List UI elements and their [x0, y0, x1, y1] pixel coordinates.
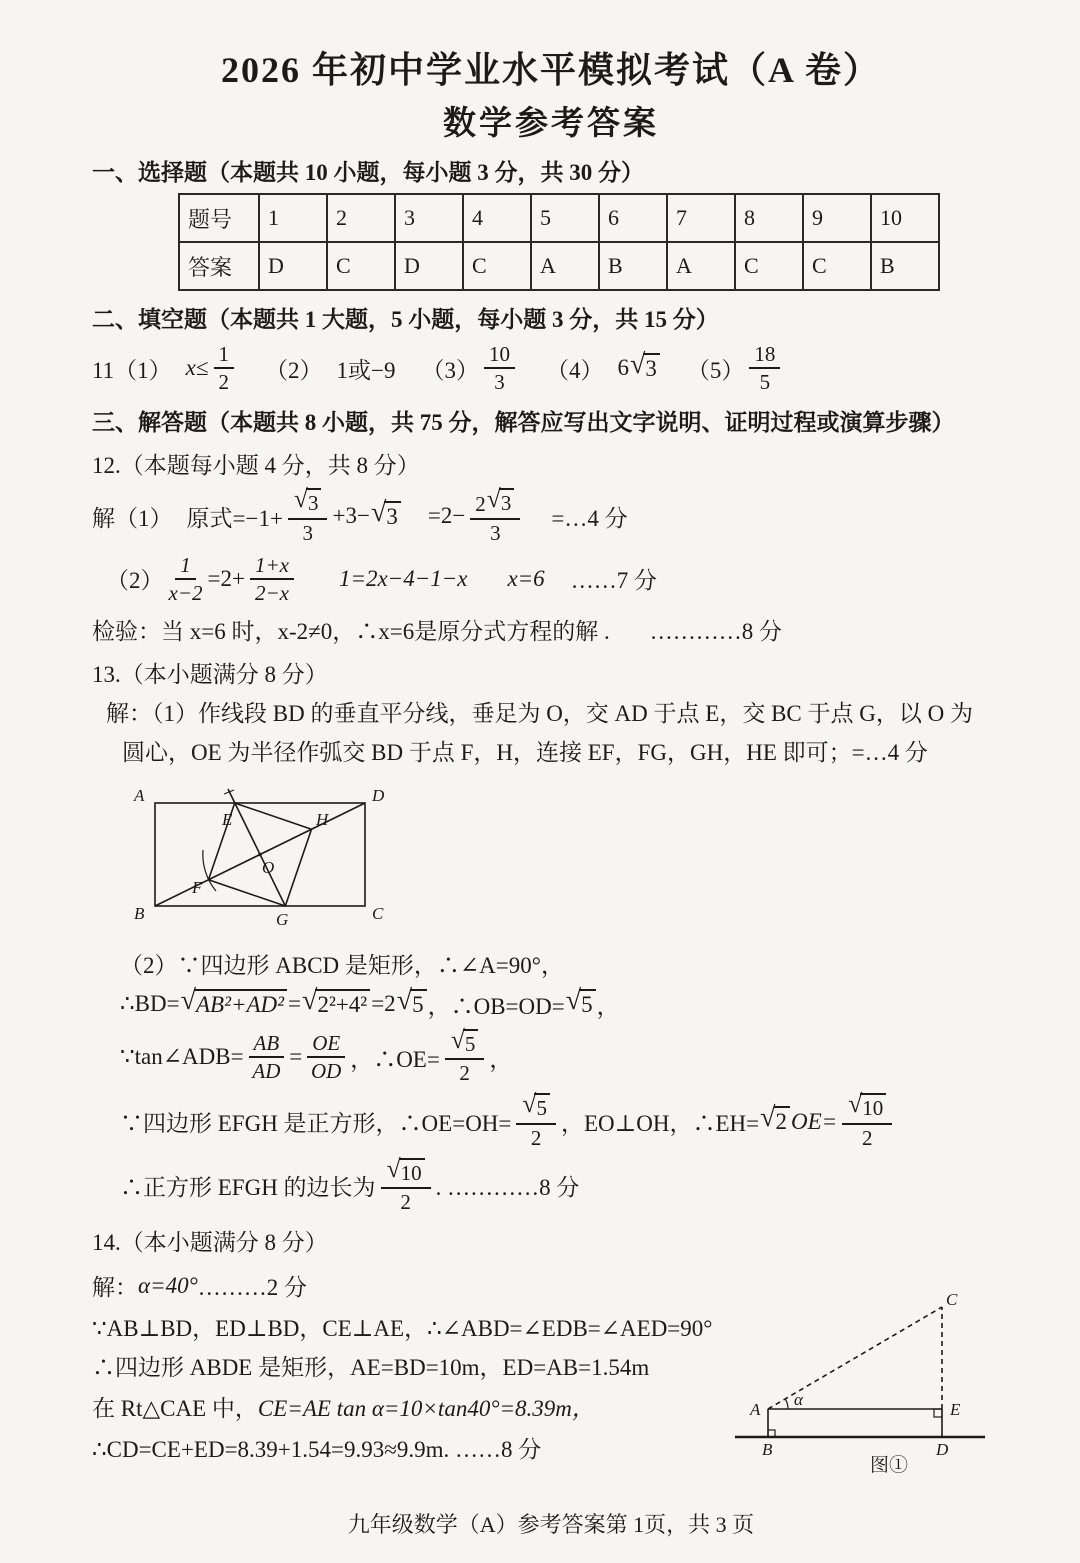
label-e: E — [950, 1400, 961, 1420]
text-run: 在 Rt△CAE 中， — [92, 1396, 258, 1422]
score-note: =…4 分 — [551, 505, 628, 531]
square-root: √ 5 — [451, 1029, 479, 1057]
figure-rectangle-abcd — [110, 781, 420, 936]
answer-row — [179, 242, 939, 290]
q11-label: 11（1） — [92, 357, 172, 383]
fraction: √ $\frac{10}{2}$ — [842, 1093, 892, 1149]
square-root: √ 5 — [566, 989, 596, 1020]
text-run: 原式=−1+ — [186, 505, 283, 531]
label-h: H — [316, 809, 329, 829]
question-number-cell: 1 — [259, 194, 327, 242]
question-number-cell: 8 — [735, 194, 803, 242]
fraction: $\frac{AB}{AD}$ — [249, 1031, 285, 1083]
q14-line-1 — [92, 1269, 730, 1302]
answer-cell: B — [871, 242, 939, 290]
q12-solution-line-2 — [106, 553, 1010, 605]
fraction: $\frac{1+x}{2-x}$ — [250, 553, 294, 605]
text-run: ∵tan∠ADB= — [120, 1044, 244, 1070]
section-choice-heading: 一、选择题（本题共 10 小题，每小题 3 分，共 30 分） — [92, 160, 644, 185]
fraction: √ $\frac{5}{2}$ — [445, 1029, 485, 1085]
square-root: √ 3 — [487, 488, 515, 516]
page-footer: 九年级数学（A）参考答案第 1页，共 3 页 — [347, 1512, 755, 1538]
q12-solution-line-1 — [92, 488, 1010, 544]
label-a: A — [134, 785, 145, 805]
text-run: ∵四边形 EFGH 是正方形，∴OE=OH= — [120, 1111, 512, 1137]
label-o: O — [262, 857, 275, 877]
text-run: 解（1） — [92, 505, 173, 531]
text-run: =2+ — [207, 565, 245, 591]
angle-alpha-arc — [785, 1399, 788, 1409]
equation-step: 1=2x−4−1−x — [338, 565, 468, 591]
label-f: F — [192, 877, 203, 897]
q14-line-2: ∵AB⊥BD，ED⊥BD，CE⊥AE，∴∠ABD=∠EDB=∠AED=90° — [92, 1316, 713, 1342]
score-note: . …………8 分 — [435, 1175, 580, 1201]
q13-line-5 — [120, 1158, 1010, 1214]
page-subtitle: 数学参考答案 — [443, 106, 659, 142]
answer-cell: A — [531, 242, 599, 290]
square-root: √ 3 — [294, 488, 322, 516]
compass-arc — [203, 850, 216, 891]
q14-line-4 — [92, 1390, 730, 1423]
row-header-question: 题号 — [179, 194, 259, 242]
row-header-answer: 答案 — [179, 242, 259, 290]
q13-part2-block — [120, 947, 1010, 1214]
square-root: √ AB²+AD² — [181, 989, 287, 1020]
text-run: （2） — [106, 568, 164, 594]
text-run: =2 — [371, 991, 396, 1017]
question-14-heading: 14.（本小题满分 8 分） — [92, 1230, 328, 1256]
square-root: √ 2²+4² — [302, 989, 370, 1020]
page-title: 2026 年初中学业水平模拟考试（A 卷） — [220, 50, 881, 90]
text-run: ，EO⊥OH，∴EH= — [560, 1111, 760, 1137]
fraction: $\frac{1}{x-2}$ — [168, 552, 203, 605]
question-number-cell: 6 — [599, 194, 667, 242]
section-fill-heading: 二、填空题（本题共 1 大题，5 小题，每小题 3 分，共 15 分） — [92, 307, 719, 332]
label-b: B — [762, 1440, 773, 1460]
q13-figure-wrap — [110, 781, 1010, 941]
square-root: √ 2 — [760, 1106, 790, 1137]
label-alpha: α — [794, 1390, 803, 1410]
label-a: A — [750, 1400, 761, 1420]
blank-5-label: （5） — [686, 357, 745, 383]
answer-cell: C — [327, 242, 395, 290]
answer-cell: B — [599, 242, 667, 290]
text-run: =2− — [427, 503, 466, 529]
q14-line-5: ∴CD=CE+ED=8.39+1.54=9.93≈9.9m. ……8 分 — [92, 1437, 542, 1463]
equation-result: x=6 — [507, 565, 545, 591]
answer-cell: C — [735, 242, 803, 290]
text-run: 解： — [92, 1275, 138, 1301]
answer-2-text: 1或−9 — [336, 357, 396, 383]
answer-cell: C — [803, 242, 871, 290]
question-number-cell: 10 — [871, 194, 939, 242]
right-angle-mark-e — [934, 1409, 942, 1417]
square-root: √ 5 — [397, 989, 427, 1020]
figure-right-triangle — [730, 1287, 995, 1477]
question-12-heading: 12.（本题每小题 4 分，共 8 分） — [92, 453, 420, 479]
answer-cell: D — [395, 242, 463, 290]
alpha-value: α=40° — [138, 1272, 198, 1298]
answer-4-coefficient: 6 — [617, 355, 629, 381]
square-root: √ 5 — [522, 1093, 550, 1121]
fraction: $\frac{1}{2}$ — [214, 342, 235, 394]
text-run: = — [289, 1044, 303, 1070]
q13-line-1: （2）∵四边形 ABCD 是矩形，∴∠A=90°， — [120, 952, 564, 978]
point-o-dot — [258, 853, 262, 857]
q13-line-2 — [120, 988, 1010, 1021]
fraction: √ $\frac{5}{2}$ — [516, 1093, 556, 1149]
q13-solution-text-2: 圆心，OE 为半径作弧交 BD 于点 F，H，连接 EF，FG，GH，HE 即可；=…4 分 — [122, 739, 928, 765]
q14-text-column — [92, 1261, 730, 1470]
fraction: 2 √ 3 3 — [470, 488, 520, 544]
question-number-cell: 7 — [667, 194, 735, 242]
q14-line-3: ∴四边形 ABDE 是矩形，AE=BD=10m，ED=AB=1.54m — [92, 1355, 650, 1381]
text-run: = — [288, 991, 302, 1017]
q13-line-4 — [120, 1093, 1010, 1149]
q12-check-line — [92, 613, 1010, 646]
fraction: $\frac{18}{5}$ — [749, 342, 780, 394]
text-run: +3− — [332, 503, 370, 529]
question-11-answers — [92, 342, 1010, 394]
square-root: √ 3 — [371, 501, 401, 532]
blank-4-label: （4） — [545, 357, 604, 383]
text-run: ，∴OE= — [350, 1046, 440, 1072]
square-root: √ 3 — [630, 353, 660, 384]
blank-2-label: （2） — [265, 357, 323, 383]
answer-cell: D — [259, 242, 327, 290]
question-number-cell: 3 — [395, 194, 463, 242]
q14-section — [92, 1261, 1010, 1482]
fraction: $\frac{10}{3}$ — [484, 342, 515, 394]
blank-3-label: （3） — [421, 357, 479, 383]
question-number-cell: 4 — [463, 194, 531, 242]
fraction: $\frac{OE}{OD}$ — [307, 1031, 345, 1083]
text-run: ， — [489, 1046, 513, 1072]
label-c: C — [946, 1290, 958, 1310]
q13-solution-text-1: 解：（1）作线段 BD 的垂直平分线，垂足为 O，交 AD 于点 E，交 BC 于点 G，以 O 为 — [106, 700, 973, 726]
q13-line-3 — [120, 1029, 1010, 1085]
text-run: ∴BD= — [120, 991, 180, 1017]
score-note: ……7 分 — [570, 568, 657, 594]
text-run: ∴正方形 EFGH 的边长为 — [120, 1175, 376, 1201]
check-text: 检验：当 x=6 时，x-2≠0，∴x=6是原分式方程的解 . — [92, 618, 610, 644]
label-d: D — [936, 1440, 949, 1460]
text-run: ，∴OB=OD= — [427, 993, 565, 1019]
label-d: D — [372, 785, 385, 805]
text-run: OE= — [791, 1108, 838, 1134]
question-number-cell: 9 — [803, 194, 871, 242]
answer-cell: A — [667, 242, 735, 290]
figure-caption: 图① — [870, 1455, 909, 1477]
label-e: E — [222, 809, 233, 829]
question-number-cell: 2 — [327, 194, 395, 242]
score-note: ………2 分 — [197, 1275, 308, 1301]
score-note: …………8 分 — [649, 618, 782, 644]
answer-cell: C — [463, 242, 531, 290]
q14-figure-wrap — [730, 1261, 1010, 1482]
text-run: ， — [596, 993, 620, 1019]
fraction: √ $\frac{10}{2}$ — [381, 1158, 431, 1214]
square-root: √ 10 — [387, 1158, 425, 1186]
question-number-row — [179, 194, 939, 242]
section-solve-heading: 三、解答题（本题共 8 小题，共 75 分，解答应写出文字说明、证明过程或演算步骤） — [92, 410, 955, 436]
label-b: B — [134, 903, 145, 923]
fraction: √ $\frac{3}{3}$ — [288, 488, 328, 544]
square-root: √ 10 — [848, 1093, 886, 1121]
question-13-heading: 13.（本小题满分 8 分） — [92, 661, 328, 687]
choice-answer-table — [178, 193, 940, 291]
question-number-cell: 5 — [531, 194, 599, 242]
label-g: G — [276, 909, 289, 929]
answer-1-text: x≤ — [185, 355, 209, 381]
perpendicular-bisector — [228, 789, 285, 906]
label-c: C — [372, 903, 384, 923]
equation: CE=AE tan α=10×tan40°=8.39m， — [257, 1396, 595, 1422]
